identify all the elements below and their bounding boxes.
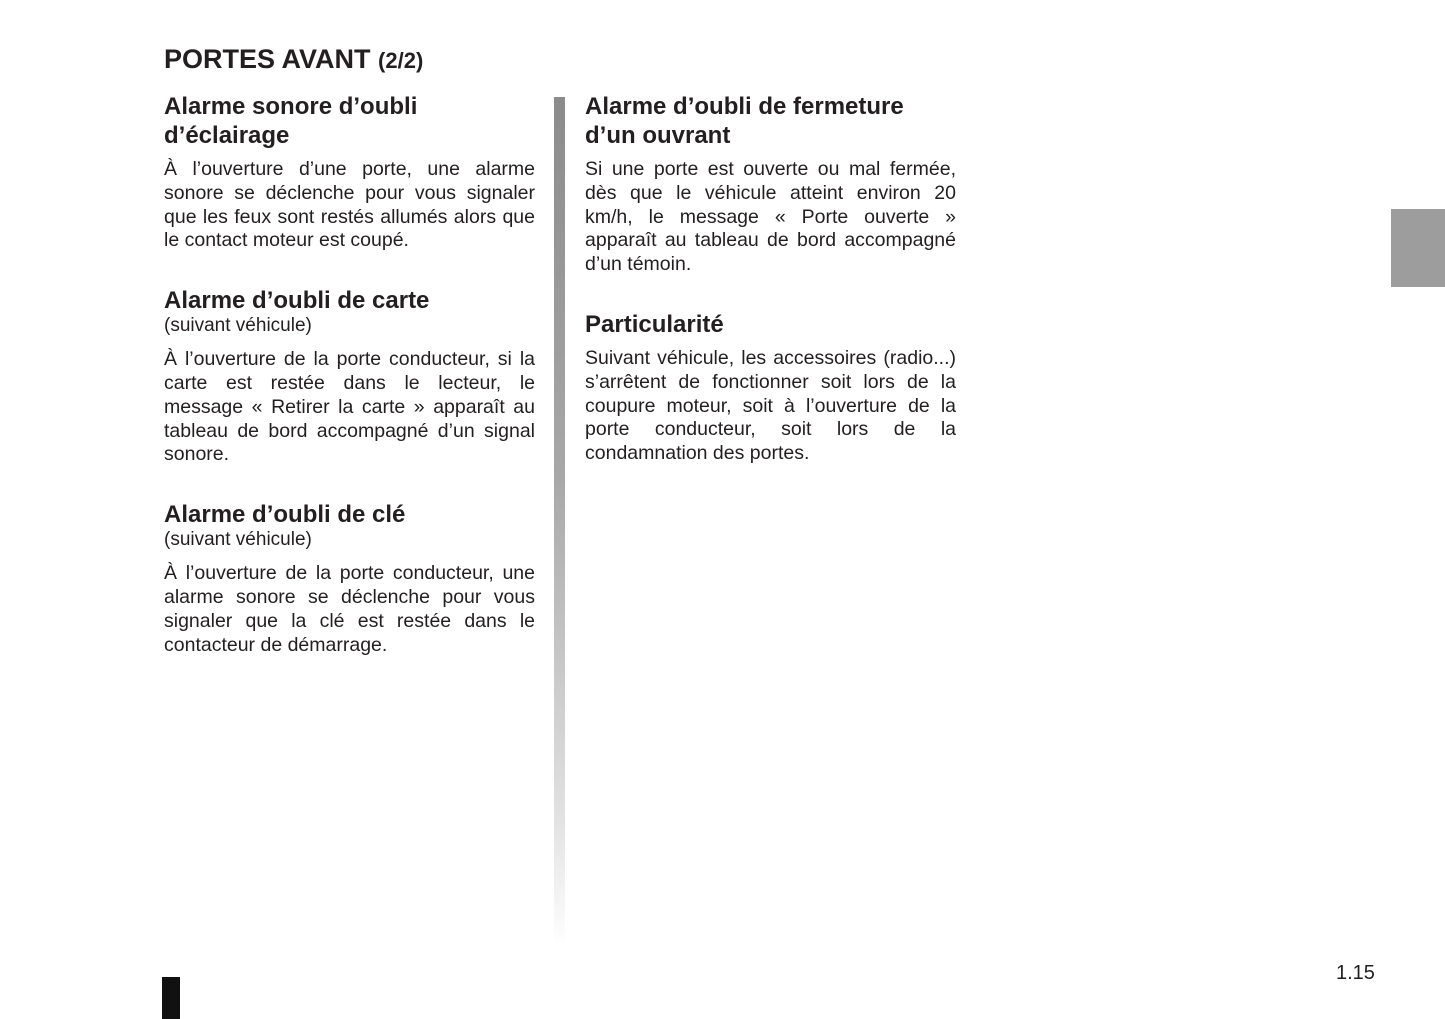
section-heading: Alarme d’oubli de fermeture d’un ouvrant	[585, 93, 904, 149]
right-column	[585, 92, 956, 492]
section-body: Suivant véhicule, les accessoires (radio...) s’arrêtent de fonctionner soit lors de la coupure moteur, soit à l’ouverture de la porte conducteur, soit lors de la condamnation des portes.	[585, 346, 956, 465]
page-title	[164, 44, 423, 75]
section-heading: Alarme sonore d’oubli d’éclairage	[164, 93, 418, 149]
section-body: À l’ouverture de la porte conducteur, une alarme sonore se déclenche pour vous signaler que la clé est restée dans le contacteur de démarrage.	[164, 562, 535, 656]
column-divider	[554, 97, 565, 947]
page-title-main: PORTES AVANT	[164, 44, 371, 74]
section-particularity	[585, 310, 956, 466]
section-card-alarm	[164, 286, 535, 467]
chapter-tab-marker	[1391, 209, 1445, 287]
edge-marker	[162, 977, 180, 1019]
section-body: À l’ouverture d’une porte, une alarme sonore se déclenche pour vous signaler que les feux sont restés allumés alors que le contact moteur est coupé.	[164, 158, 535, 252]
section-subheading: (suivant véhicule)	[164, 529, 312, 551]
section-door-open-alarm	[585, 92, 956, 277]
page-title-part: (2/2)	[378, 48, 424, 73]
left-column	[164, 92, 535, 683]
section-heading: Alarme d’oubli de carte	[164, 287, 430, 315]
section-body: À l’ouverture de la porte conducteur, si la carte est restée dans le lecteur, le message « Retirer la carte » apparaît au tableau de bord accompagné d’un signal sonore.	[164, 348, 535, 466]
section-subheading: (suivant véhicule)	[164, 315, 312, 337]
section-key-alarm	[164, 500, 535, 657]
section-heading: Particularité	[585, 310, 724, 338]
section-light-alarm	[164, 92, 535, 253]
page-number: 1.15	[1336, 962, 1375, 984]
section-heading: Alarme d’oubli de clé	[164, 501, 406, 529]
section-body: Si une porte est ouverte ou mal fermée, dès que le véhicule atteint environ 20 km/h, le message « Porte ouverte » apparaît au tableau de bord accompagné d’un témoin.	[585, 158, 956, 276]
